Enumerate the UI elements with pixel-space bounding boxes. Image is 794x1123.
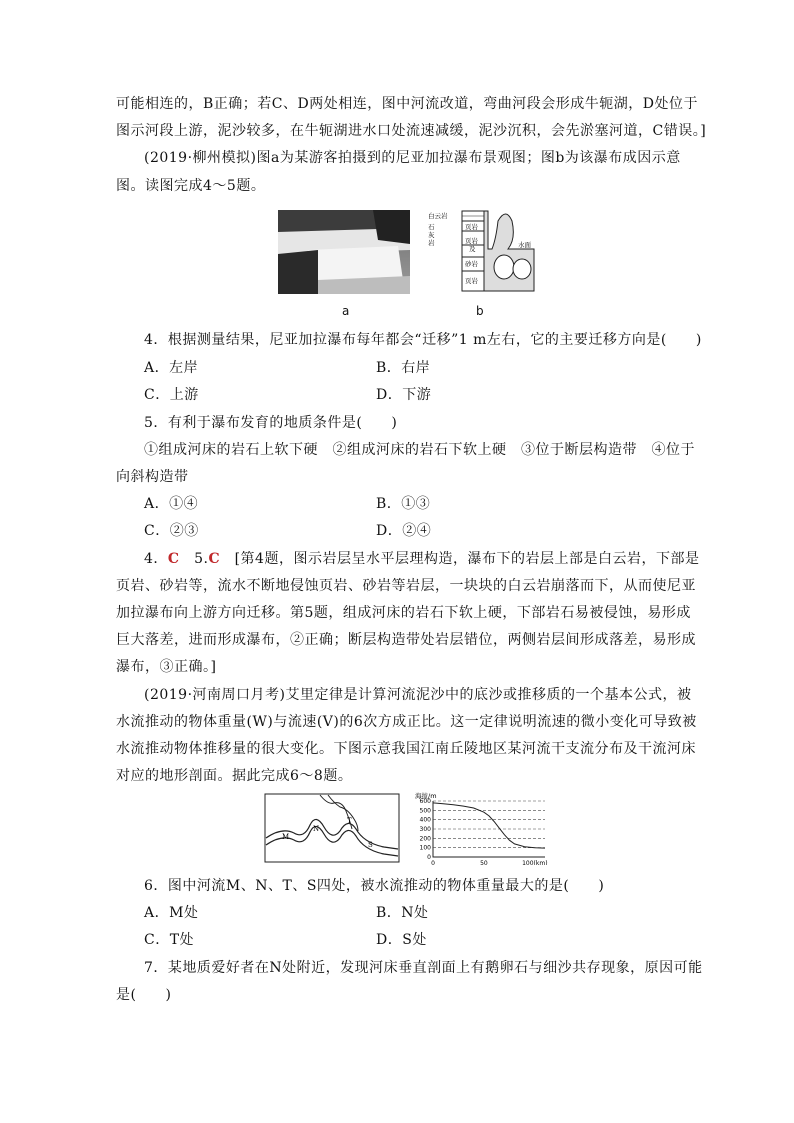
question-stem: 是( ) (116, 987, 172, 1003)
option-c: C．T处 D．S处 (144, 932, 427, 948)
answer-line: 巨大落差，进而形成瀑布，②正确；断层构造带处岩层错位，两侧岩层间形成落差，易形成 (116, 632, 696, 648)
question-stem: 6．图中河流M、N、T、S四处，被水流推动的物体重量最大的是( ) (144, 878, 605, 894)
question-stem: 7．某地质爱好者在N处附近，发现河床垂直剖面上有鹅卵石与细沙共存现象，原因可能 (144, 960, 703, 976)
river-map (264, 793, 400, 863)
label-limestone: 灰 (428, 231, 435, 239)
x-tick-label: 0 (431, 860, 435, 865)
option-b: B．N处 (376, 905, 429, 921)
caption-b: b (476, 304, 484, 318)
option-b: B．①③ (376, 496, 431, 512)
label-shale: 页岩 (465, 277, 478, 285)
y-tick-label: 500 (419, 807, 431, 815)
waterfall-diagram (426, 209, 536, 295)
text-line: (2019·柳州模拟)图a为某游客拍摄到的尼亚加拉瀑布景观图；图b为该瀑布成因示意 (144, 150, 681, 166)
label-limestone: 岩 (428, 239, 435, 247)
text-line: 水流推动物体推移量的很大变化。下图示意我国江南丘陵地区某河流干支流分布及干流河床 (116, 741, 696, 757)
text-line: 图。读图完成4～5题。 (116, 178, 266, 194)
option-c: C．上游 D．下游 (144, 387, 432, 403)
y-tick-label: 0 (427, 854, 431, 861)
label-shale: 页岩 (465, 223, 478, 231)
answer-key: C (208, 551, 221, 567)
text-line: 可能相连的，B正确；若C、D两处相连，图中河流改道，弯曲河段会形成牛轭湖，D处位于 (116, 96, 698, 112)
y-tick-label: 600 (419, 798, 431, 805)
chart-title: 海拔/m (415, 792, 437, 800)
point-n: N (313, 825, 320, 833)
x-tick-label: 50 (480, 860, 488, 865)
question-stem: 5．有利于瀑布发育的地质条件是( ) (144, 415, 398, 431)
answer-line: 加拉瀑布向上游方向迁移。第5题，组成河床的岩石下软上硬，下部岩石易被侵蚀，易形成 (116, 605, 691, 621)
label-shale: 页岩 (465, 237, 478, 245)
y-tick-label: 400 (419, 816, 431, 824)
answer-line: 页岩、砂岩等，流水不断地侵蚀页岩、砂岩等岩层，一块块的白云岩崩落而下，从而使尼亚 (116, 578, 696, 594)
chart-series-line (433, 803, 545, 848)
option-a: A．①④ B．①③ (144, 496, 431, 512)
y-tick-label: 200 (419, 835, 431, 843)
caption-a: a (342, 304, 350, 318)
answer-line: 瀑布，③正确。] (116, 659, 217, 675)
label-sandstone: 砂岩 (465, 260, 478, 268)
label-water-surface: 水面 (518, 241, 531, 249)
question-options: 向斜构造带 (116, 469, 189, 485)
option-d: D．S处 (376, 932, 427, 948)
point-s: S (368, 841, 373, 849)
answer-key: C (167, 551, 180, 567)
y-tick-label: 300 (419, 826, 431, 833)
question-stem: 4．根据测量结果，尼亚加拉瀑布每年都会“迁移”1 m左右，它的主要迁移方向是( ) (144, 332, 702, 348)
text-line: 对应的地形剖面。据此完成6～8题。 (116, 768, 353, 784)
option-a: A．左岸 B．右岸 (144, 360, 431, 376)
option-d: D．下游 (376, 387, 432, 403)
label-limestone: 石 (428, 223, 435, 231)
text-line: (2019·河南周口月考)艾里定律是计算河流泥沙中的底沙或推移质的一个基本公式，被 (144, 687, 692, 703)
elevation-profile-chart (405, 791, 551, 865)
x-tick-label: 100(km) (522, 860, 548, 865)
waterfall-photo (278, 210, 410, 294)
point-t: T (347, 817, 352, 825)
option-c: C．②③ D．②④ (144, 523, 432, 539)
option-a: A．M处 B．N处 (144, 905, 429, 921)
option-d: D．②④ (376, 523, 432, 539)
text-line: 水流推动的物体重量(W)与流速(V)的6次方成正比。这一定律说明流速的微小变化可导致被 (116, 714, 697, 730)
label-and: 及 (469, 245, 476, 253)
label-dolomite: 白云岩 (428, 212, 448, 220)
y-tick-label: 100 (419, 844, 431, 852)
text-line: 图示河段上游，泥沙较多，在牛轭湖进水口处流速减缓，泥沙沉积，会先淤塞河道，C错误。] (116, 123, 707, 139)
question-options: ①组成河床的岩石上软下硬 ②组成河床的岩石下软上硬 ③位于断层构造带 ④位于 (144, 442, 695, 458)
point-m: M (282, 833, 290, 841)
option-b: B．右岸 (376, 360, 431, 376)
answer-line: 4．C 5.C [第4题，图示岩层呈水平层理构造，瀑布下的岩层上部是白云岩，下部是 (144, 551, 700, 567)
